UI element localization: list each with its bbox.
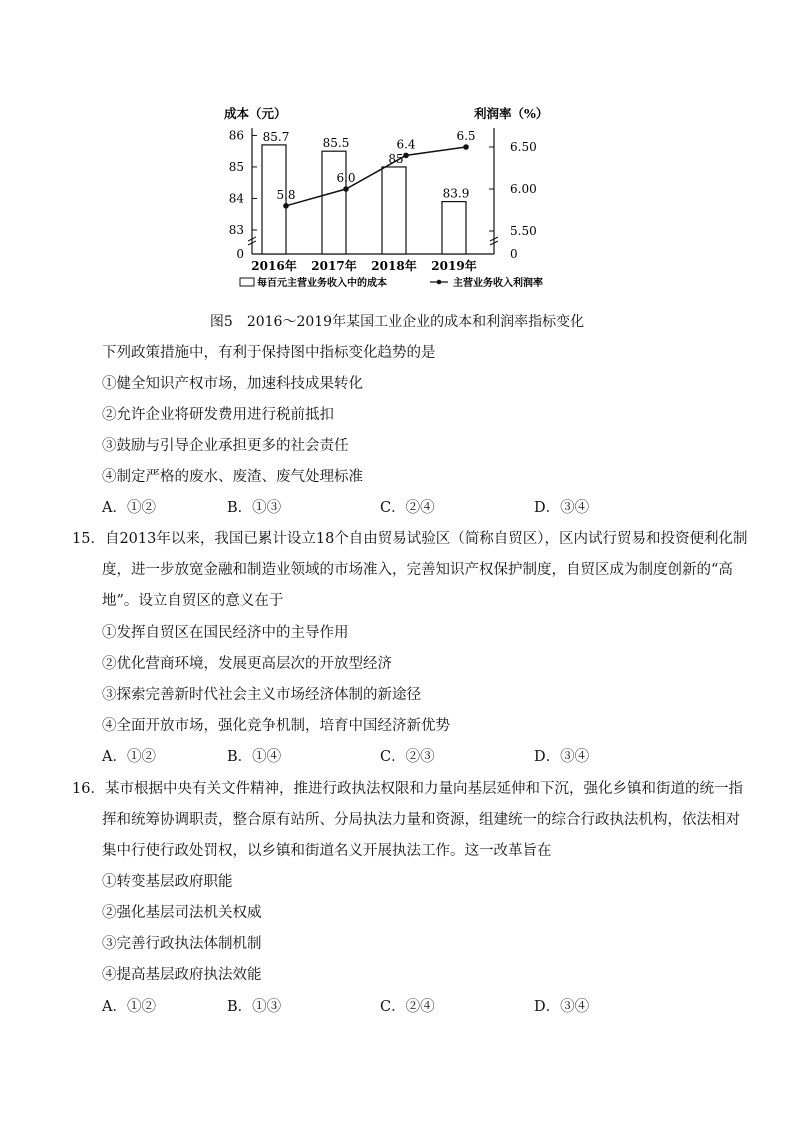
- legend-line-marker: [437, 280, 442, 285]
- q16-option-d[interactable]: D．③④: [534, 999, 590, 1015]
- bar-2018年: [382, 167, 406, 254]
- q14-option-a[interactable]: A．①②: [102, 500, 156, 516]
- q16-stem-line-1: 16．某市根据中央有关文件精神，推进行政执法权限和力量向基层延伸和下沉，强化乡镇和街道的统一指: [72, 781, 743, 797]
- q16-item-2: ②强化基层司法机关权威: [102, 905, 262, 921]
- q15-item-2: ②优化营商环境，发展更高层次的开放型经济: [102, 656, 392, 672]
- legend-bar-swatch: [240, 278, 254, 286]
- left-axis-title: 成本（元）: [224, 106, 287, 121]
- left-tick-label: 86: [228, 128, 244, 143]
- q14-item-1: ①健全知识产权市场，加速科技成果转化: [102, 376, 363, 392]
- q16-option-c[interactable]: C．②④: [380, 999, 435, 1015]
- q14-stem: 下列政策措施中，有利于保持图中指标变化趋势的是: [102, 345, 436, 361]
- profit-rate-label: 6.5: [456, 129, 476, 143]
- legend-line-label: 主营业务收入利润率: [453, 278, 543, 289]
- left-tick-label: 83: [228, 222, 244, 237]
- q15-option-a[interactable]: A．①②: [102, 749, 156, 765]
- q16-item-1: ①转变基层政府职能: [102, 874, 233, 890]
- q15-option-b[interactable]: B．①④: [227, 749, 282, 765]
- x-tick-label: 2017年: [311, 259, 357, 273]
- q15-stem-line-1: 15．自2013年以来，我国已累计设立18个自由贸易试验区（简称自贸区），区内试行贸易和投资便利化制: [72, 531, 748, 547]
- profit-rate-label: 6.0: [336, 171, 356, 185]
- profit-rate-label: 5.8: [276, 187, 296, 202]
- profit-rate-point: [463, 144, 469, 150]
- profit-rate-line: [286, 147, 466, 206]
- bar-2019年: [442, 202, 466, 254]
- bar-value-label: 83.9: [442, 186, 470, 201]
- profit-rate-point: [283, 203, 289, 209]
- q14-item-2: ②允许企业将研发费用进行税前抵扣: [102, 407, 334, 423]
- q15-stem-line-3: 地”。设立自贸区的意义在于: [102, 593, 284, 609]
- q14-option-b[interactable]: B．①③: [227, 500, 282, 516]
- q15-item-1: ①发挥自贸区在国民经济中的主导作用: [102, 625, 349, 641]
- right-tick-label: 0: [510, 247, 518, 261]
- x-tick-label: 2016年: [251, 259, 297, 273]
- q14-option-c[interactable]: C．②④: [380, 500, 435, 516]
- q16-option-a[interactable]: A．①②: [102, 999, 156, 1015]
- q15-item-4: ④全面开放市场，强化竞争机制，培育中国经济新优势: [102, 718, 450, 734]
- cost-profit-chart: [222, 100, 572, 295]
- bar-2017年: [322, 151, 346, 254]
- q15-stem-line-2: 度，进一步放宽金融和制造业领域的市场准入，完善知识产权保护制度，自贸区成为制度创新的“高: [102, 562, 733, 578]
- profit-rate-point: [403, 153, 409, 159]
- q15-item-3: ③探索完善新时代社会主义市场经济体制的新途径: [102, 687, 421, 703]
- q15-option-c[interactable]: C．②③: [380, 749, 435, 765]
- bar-value-label: 85.7: [262, 129, 290, 144]
- q16-stem-line-3: 集中行使行政处罚权，以乡镇和街道名义开展执法工作。这一改革旨在: [102, 843, 552, 859]
- q14-item-4: ④制定严格的废水、废渣、废气处理标准: [102, 469, 363, 485]
- right-tick-label: 6.00: [510, 182, 537, 196]
- right-axis-title: 利润率（%）: [474, 106, 549, 121]
- right-tick-label: 5.50: [510, 224, 537, 238]
- q16-item-4: ④提高基层政府执法效能: [102, 967, 262, 983]
- q16-item-3: ③完善行政执法体制机制: [102, 936, 262, 952]
- x-tick-label: 2019年: [431, 259, 477, 273]
- q16-option-b[interactable]: B．①③: [227, 999, 282, 1015]
- bar-value-label: 85.5: [322, 136, 350, 151]
- figure-caption: 图5 2016～2019年某国工业企业的成本和利润率指标变化: [209, 314, 585, 330]
- q14-item-3: ③鼓励与引导企业承担更多的社会责任: [102, 438, 349, 454]
- q14-option-d[interactable]: D．③④: [534, 500, 590, 516]
- legend-bar-label: 每百元主营业务收入中的成本: [257, 278, 387, 289]
- q15-option-d[interactable]: D．③④: [534, 749, 590, 765]
- x-tick-label: 2018年: [371, 259, 417, 273]
- left-tick-label: 84: [228, 191, 244, 206]
- q16-stem-line-2: 挥和统筹协调职责，整合原有站所、分局执法力量和资源，组建统一的综合行政执法机构，依法相对: [102, 812, 740, 828]
- right-tick-label: 6.50: [510, 140, 537, 154]
- profit-rate-label: 6.4: [396, 137, 416, 152]
- left-tick-label: 0: [236, 247, 244, 261]
- bar-value-label: 85: [388, 151, 404, 166]
- profit-rate-point: [343, 186, 349, 192]
- left-tick-label: 85: [228, 159, 244, 174]
